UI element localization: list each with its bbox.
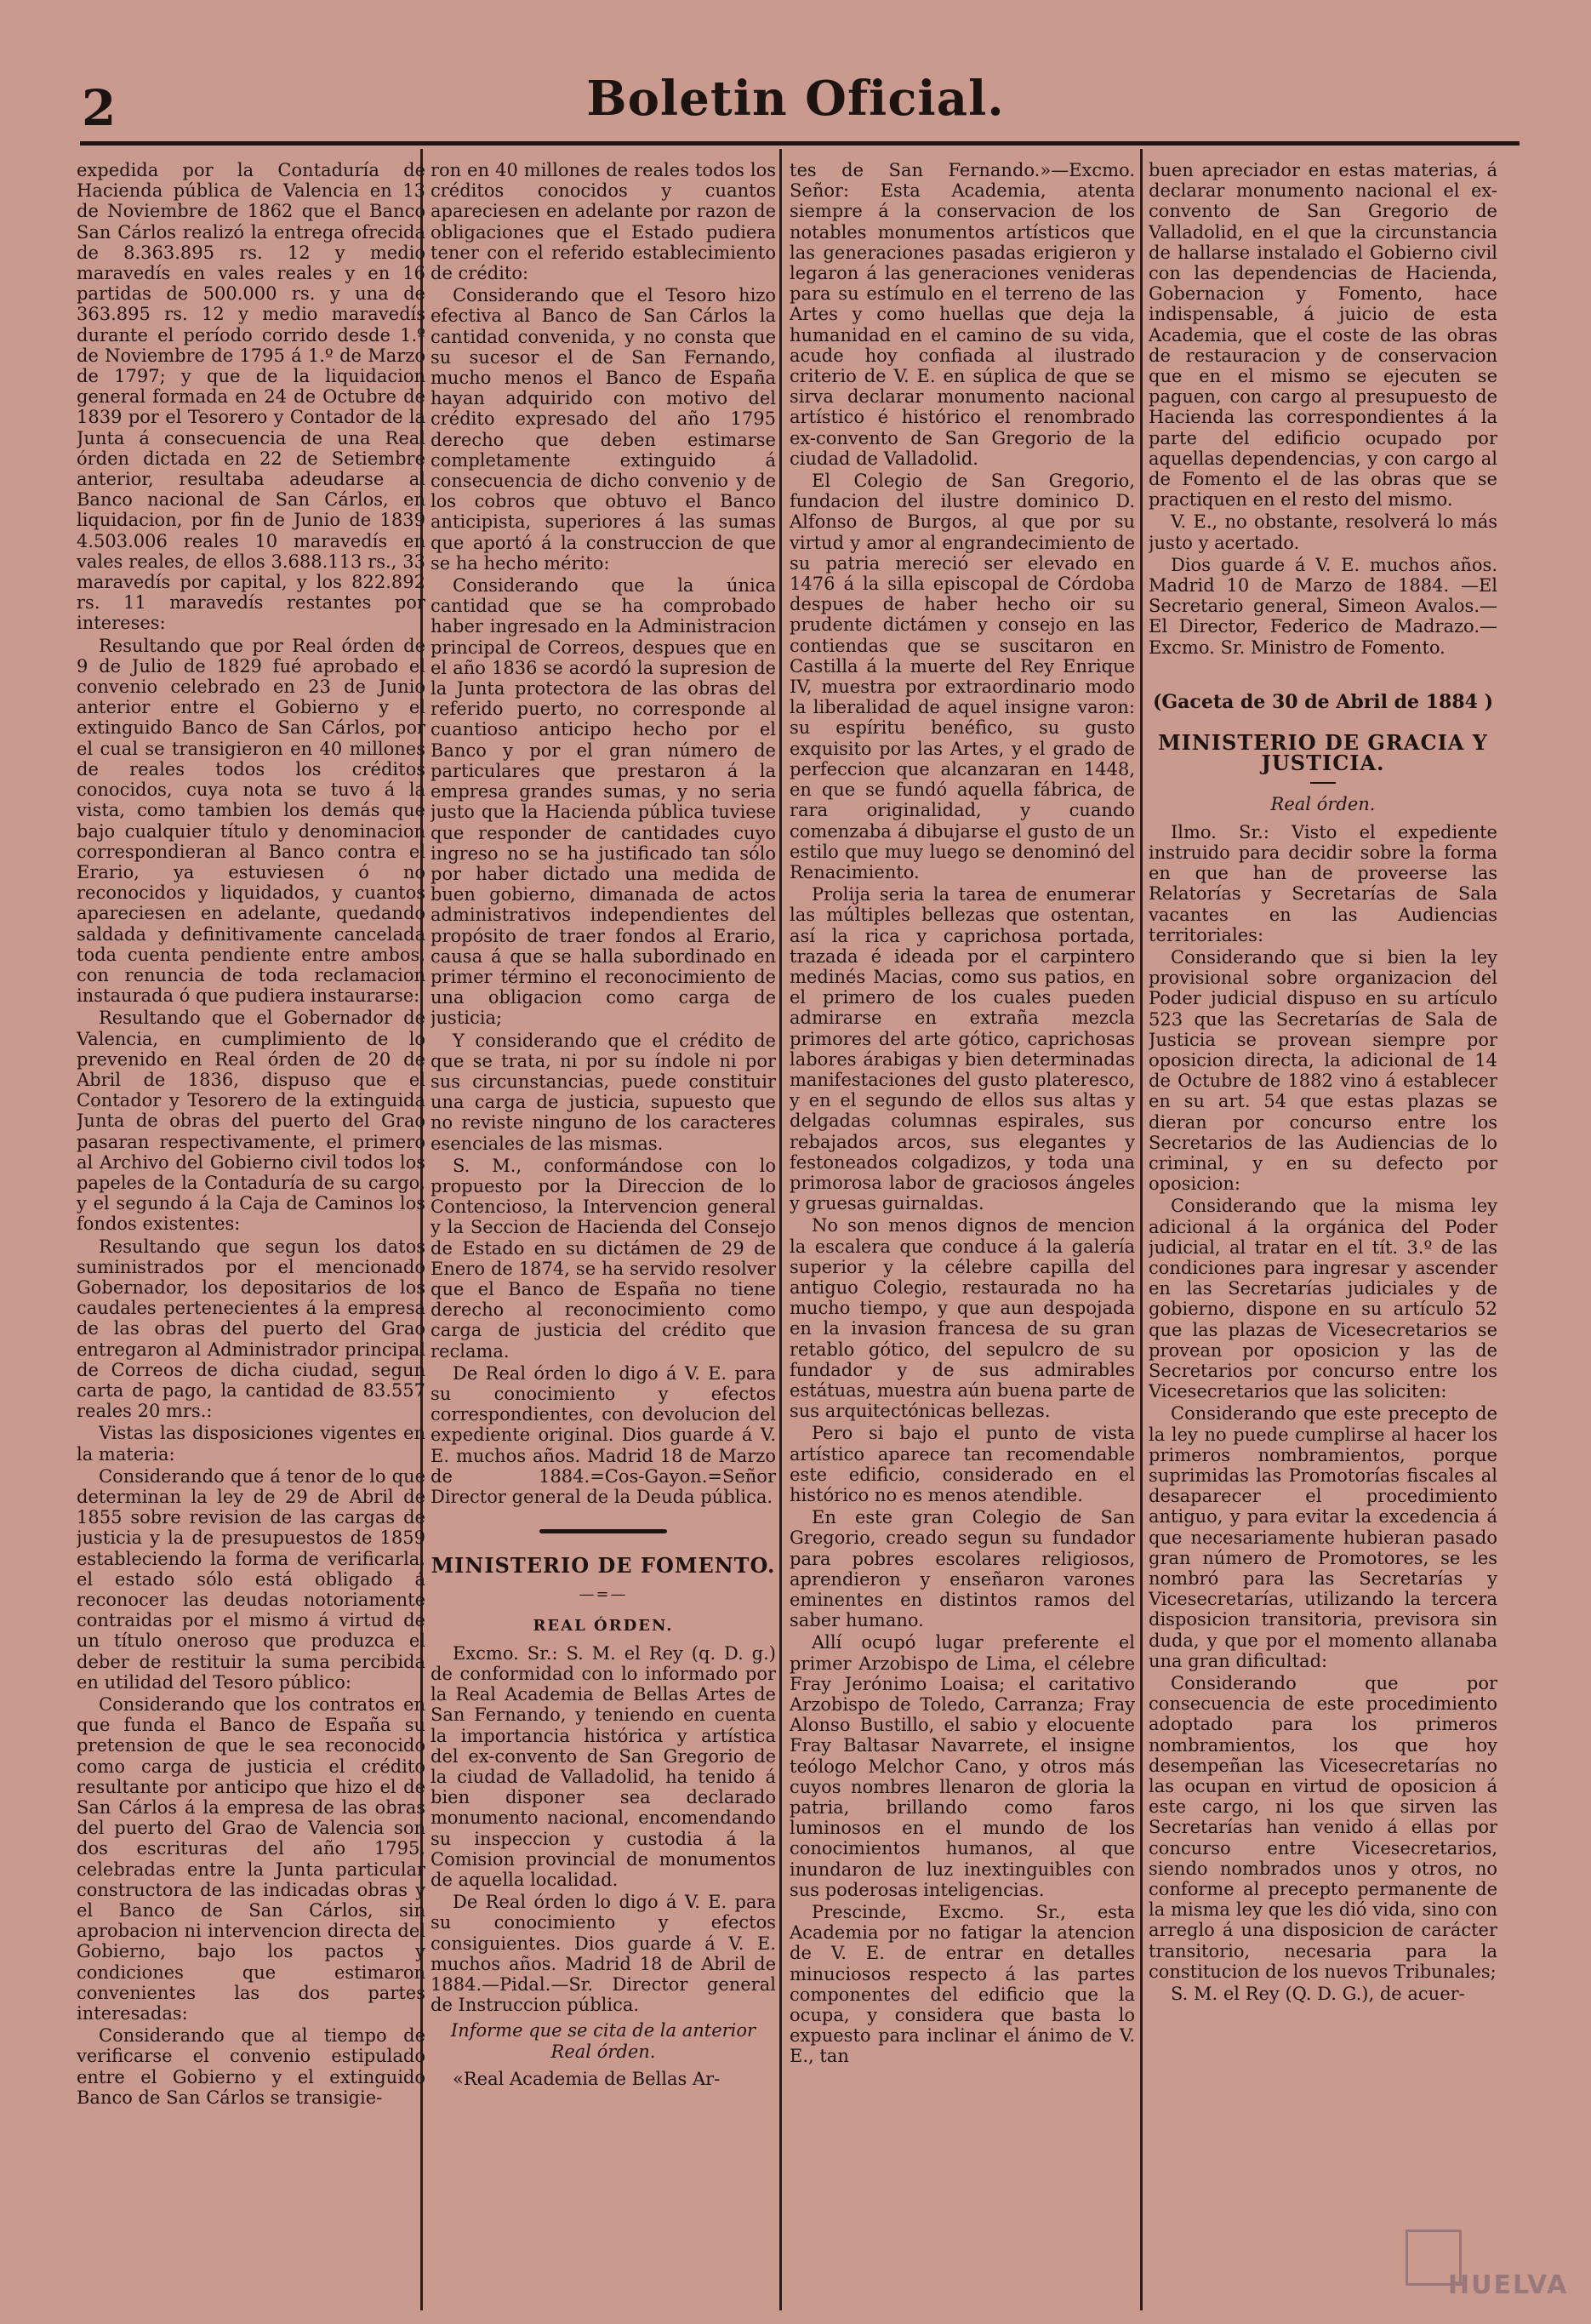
paragraph: Considerando que el Tesoro hizo efectiva al Banco de San Cárlos la cantidad convenida, y no consta que su sucesor el de San Fernando, mucho menos el Banco de España hayan adquirido con motivo del crédito expresado del año 1795 derecho que deben estimarse completamente extinguido á consecuencia de dicho convenio y de los cobros que obtuvo el Banco anticipista, superiores á las sumas que aportó á la construccion de que se ha hecho mérito: bbox=[431, 285, 776, 574]
paragraph: «Real Academia de Bellas Ar- bbox=[453, 2068, 721, 2089]
paragraph: tes de San Fernando.»—Excmo. Señor: Esta Academia, atenta siempre á la conservacion de los notables monumentos artísticos que las generaciones pasadas erigieron y legaron á las generaciones venideras para su estímulo en el terreno de las Artes y como huellas que deja la humanidad en el camino de su vida, acude hoy confiada al ilustrado criterio de V. E. en súplica de que se sirva declarar monumento nacional artístico é histórico el renombrado ex-convento de San Gregorio de la ciudad de Valladolid. bbox=[790, 160, 1135, 469]
paragraph: Excmo. Sr.: S. M. el Rey (q. D. g.) de conformidad con lo informado por la Real Academia de Bellas Artes de San Fernando, y teniendo en cuenta la importancia histórica y artística del ex-convento de San Gregorio de la ciudad de Valladolid, ha tenido á bien disponer sea declarado monumento nacional, encomendando su inspeccion y custodia á la Comision provincial de monumentos de aquella localidad. bbox=[431, 1642, 776, 1891]
paragraph: expedida por la Contaduría de Hacienda pública de Valencia en 13 de Noviembre de 1862 que el Banco San Cárlos realizó la entrega ofrecida de 8.363.895 rs. 12 y medio maravedís en vales reales y en 16 partidas de 500.000 rs. y una de 363.895 rs. 12 y medio maravedís durante el período corrido desde 1.º de Noviembre de 1795 á 1.º de Marzo de 1797; y que de la liquidacion general formada en 24 de Octubre de 1839 por el Tesorero y Contador de la Junta á consecuencia de una Real órden dictada en 22 de Setiembre anterior, resultaba adeudarse al Banco nacional de San Cárlos, en liquidacion, por fin de Junio de 1839 4.503.006 reales 10 maravedís en vales reales, de ellos 3.688.113 rs., 33 maravedís por capital, y los 822.892 rs. 11 maravedís restantes por intereses: bbox=[77, 160, 425, 634]
column-4 bbox=[1149, 160, 1497, 2296]
paragraph: S. M., conformándose con lo propuesto por la Direccion de lo Contencioso, la Intervencion general y la Seccion de Hacienda del Consejo de Estado en su dictámen de 29 de Enero de 1874, se ha servido resolver que el Banco de España no tiene derecho al reconocimiento como carga de justicia del crédito que reclama. bbox=[431, 1155, 776, 1362]
column-separator bbox=[1140, 149, 1143, 2310]
paragraph: Considerando que la misma ley adicional á la orgánica del Poder judicial, al tratar en el tít. 3.º de las condiciones para ingresar y ascender en las Secretarías judiciales y de gobierno, dispone en su artículo 52 que las plazas de Vicesecretarios se provean por oposicion y las de Secretarios por concurso entre los Vicesecretarios que las soliciten: bbox=[1149, 1196, 1497, 1402]
section-dash bbox=[1310, 782, 1336, 784]
paragraph: Considerando que los contratos en que funda el Banco de España su pretension de que le sea reconocido como carga de justicia el crédito resultante por anticipo que hizo el de San Cárlos á la empresa de las obras del puerto del Grao de Valencia son dos escrituras del año 1795, celebradas entre la Junta particular constructora de las indicadas obras y el Banco de San Cárlos, sin aprobacion ni intervencion directa del Gobierno, bajo los pactos y condiciones que estimaron convenientes las dos partes interesadas: bbox=[77, 1694, 425, 2024]
paragraph: En este gran Colegio de San Gregorio, creado segun su fundador para pobres escolares religiosos, aprendieron y enseñaron varones eminentes en distintos ramos del saber humano. bbox=[790, 1507, 1135, 1631]
page-number: 2 bbox=[82, 79, 117, 137]
informe-title: Informe que se cita de la anterior Real órden. bbox=[450, 2020, 756, 2062]
paragraph: Considerando que al tiempo de verificarse el convenio estipulado entre el Gobierno y el extinguido Banco de San Cárlos se transigie- bbox=[77, 2025, 425, 2108]
paragraph: Vistas las disposiciones vigentes en la materia: bbox=[77, 1423, 425, 1465]
column-1 bbox=[77, 160, 425, 2296]
paragraph: De Real órden lo digo á V. E. para su conocimiento y efectos correspondientes, con devolucion del expediente original. Dios guarde á V. E. muchos años. Madrid 18 de Marzo de 1884.=Cos-Gayon.=Señor Director general de la Deuda pública. bbox=[431, 1362, 776, 1507]
paragraph: De Real órden lo digo á V. E. para su conocimiento y efectos consiguientes. Dios guarde á V. E. muchos años. Madrid 18 de Abril de 1884.—Pidal.—Sr. Director general de Instruccion pública. bbox=[431, 1892, 776, 2016]
paragraph: Prolija seria la tarea de enumerar las múltiples bellezas que ostentan, así la rica y caprichosa portada, trazada é ideada por el carpintero medinés Macias, como sus patios, en el primero de los cuales pueden admirarse en extraña mezcla primores del arte gótico, caprichosas labores árabigas y bien determinadas manifestaciones del gusto plateresco, y en el segundo de ellos sus altas y delgadas columnas espirales, sus rebajados arcos, sus elegantes y festoneados colgadizos, y toda una primorosa labor de graciosos ángeles y gruesas guirnaldas. bbox=[790, 884, 1135, 1214]
stamp-text: HUELVA bbox=[1448, 2270, 1569, 2300]
library-stamp-watermark bbox=[1406, 2230, 1569, 2306]
column-separator bbox=[779, 149, 782, 2310]
paragraph: Considerando que si bien la ley provisional sobre organizacion del Poder judicial dispuso en su artículo 523 que las Secretarías de Sala de Justicia se provean siempre por oposicion directa, la adicional de 14 de Octubre de 1882 vino á establecer en su art. 54 que estas plazas se dieran por concurso entre los Secretarios de las Audiencias de lo criminal, y en su defecto por oposicion: bbox=[1149, 946, 1497, 1195]
paragraph: El Colegio de San Gregorio, fundacion del ilustre dominico D. Alfonso de Burgos, al que por su virtud y amor al engrandecimiento de su patria mereció ser elevado en 1476 á la silla episcopal de Córdoba despues de haber hecho oir su prudente dictámen y consejo en las contiendas que se suscitaron en Castilla á la muerte del Rey Enrique IV, muestra por extraordinario modo la liberalidad de aquel insigne varon: su espíritu benéfico, su gusto exquisito por las Artes, y el grado de perfeccion que alcanzaran en 1448, en que se fundó aquella fábrica, de rara originalidad, y cuando comenzaba á dibujarse el gusto de un estilo que muy luego se denominó del Renacimiento. bbox=[790, 471, 1135, 882]
section-heading-fomento: MINISTERIO DE FOMENTO. bbox=[431, 1553, 776, 1579]
gazette-date: (Gaceta de 30 de Abril de 1884 ) bbox=[1152, 690, 1494, 713]
column-2 bbox=[431, 160, 776, 2296]
section-subheading: Real órden. bbox=[1270, 794, 1376, 815]
ornament-mark: —=— bbox=[579, 1585, 628, 1604]
paragraph: Considerando que la única cantidad que se ha comprobado haber ingresado en la Administracion principal de Correos, despues que en el año 1836 se acordó la supresion de la Junta protectora de las obras del referido puerto, no corresponde al cuantioso anticipo hecho por el Banco y por el gran número de particulares que prestaron á la empresa grandes sumas, y no seria justo que la Hacienda pública tuviese que responder de cantidades cuyo ingreso no se ha justificado tan sólo por haber dictado una medida de buen gobierno, dimanada de actos administrativos independientes del propósito de traer fondos al Erario, causa á que se halla subordinado en primer término el reconocimiento de una obligacion como carga de justicia; bbox=[431, 575, 776, 1029]
paragraph: V. E., no obstante, resolverá lo más justo y acertado. bbox=[1149, 511, 1497, 553]
paragraph: Prescinde, Excmo. Sr., esta Academia por no fatigar la atencion de V. E. de entrar en detalles minuciosos respecto á las partes componentes del edificio que la ocupa, y considera que basta lo expuesto para inclinar el ánimo de V. E., tan bbox=[790, 1902, 1135, 2067]
paragraph: Resultando que segun los datos suministrados por el mencionado Gobernador, los depositarios de los caudales pertenecientes á la empresa de las obras del puerto del Grao entregaron al Administrador principal de Correos de dicha ciudad, segun carta de pago, la cantidad de 83.557 reales 20 mrs.: bbox=[77, 1236, 425, 1422]
section-subheading: REAL ÓRDEN. bbox=[533, 1616, 674, 1635]
paragraph: Considerando que á tenor de lo que determinan la ley de 29 de Abril de 1855 sobre revision de las cargas de justicia y la de presupuestos de 1859 estableciendo la forma de verificarla, el estado sólo está obligado á reconocer las deudas notoriamente contraidas por el mismo á virtud de un título oneroso que produzca el deber de restituir la suma percibida en utilidad del Tesoro público: bbox=[77, 1465, 425, 1693]
masthead-rule bbox=[80, 141, 1520, 146]
paragraph: Ilmo. Sr.: Visto el expediente instruido para decidir sobre la forma en que han de proveerse las Relatorías y Secretarías de Sala vacantes en las Audiencias territoriales: bbox=[1149, 821, 1497, 945]
paragraph: buen apreciador en estas materias, á declarar monumento nacional el ex-convento de San Gregorio de Valladolid, en el que la circunstancia de hallarse instalado el Gobierno civil con las dependencias de Hacienda, Gobernacion y Fomento, hace indispensable, á juicio de esta Academia, que el coste de las obras de restauracion y de conservacion que en el mismo se ejecuten se paguen, con cargo al presupuesto de Hacienda las correspondientes á la parte del edificio ocupado por aquellas dependencias, y con cargo al de Fomento el de las obras que se practiquen en el resto del mismo. bbox=[1149, 160, 1497, 511]
paragraph: No son menos dignos de mencion la escalera que conduce á la galería superior y la célebre capilla del antiguo Colegio, restaurada no ha mucho tiempo, y que aun despojada en la invasion francesa de su gran retablo gótico, del sepulcro de su fundador y de sus admirables estátuas, muestra aún buena parte de sus arquitectónicas bellezas. bbox=[790, 1215, 1135, 1422]
paragraph: Resultando que por Real órden de 9 de Julio de 1829 fué aprobado el convenio celebrado en 23 de Junio anterior entre el Gobierno y el extinguido Banco de San Cárlos, por el cual se transigieron en 40 millones de reales todos los créditos conocidos, cuya nota se tuvo á la vista, como tambien los demás que bajo cualquier título y denominacion correspondieran al Banco contra el Erario, ya estuviesen ó no reconocidos y liquidados, y cuantos apareciesen en adelante, quedando saldada y definitivamente cancelada toda cuenta pendiente entre ambos, con renuncia de toda reclamacion instaurada ó que pudiera instaurarse: bbox=[77, 635, 425, 1007]
paragraph: Considerando que por consecuencia de este procedimiento adoptado para los primeros nombramientos, los que hoy desempeñan las Vicesecretarías no las ocupan en virtud de oposicion á este cargo, ni los que sirven las Secretarías han venido á ellas por concurso entre Vicesecretarios, siendo nombrados unos y otros, no conforme al precepto permanente de la misma ley que les dió vida, sino con arreglo á una disposicion de carácter transitorio, necesaria para la constitucion de los nuevos Tribunales; bbox=[1149, 1673, 1497, 1982]
paragraph: ron en 40 millones de reales todos los créditos conocidos y cuantos apareciesen en adelante por razon de obligaciones que el Estado pudiera tener con el referido establecimiento de crédito: bbox=[431, 160, 776, 284]
paragraph: Y considerando que el crédito de que se trata, ni por su índole ni por sus circunstancias, puede constituir una carga de justicia, supuesto que no reviste ninguno de los caracteres esenciales de las mismas. bbox=[431, 1030, 776, 1154]
section-heading-gracia-justicia: MINISTERIO DE GRACIA Y JUSTICIA. bbox=[1158, 730, 1488, 776]
paragraph: Dios guarde á V. E. muchos años. Madrid 10 de Marzo de 1884. —El Secretario general, Simeon Avalos.—El Director, Federico de Madrazo.—Excmo. Sr. Ministro de Fomento. bbox=[1149, 554, 1497, 658]
masthead-title: Boletin Oficial. bbox=[586, 71, 1005, 127]
section-divider bbox=[539, 1529, 667, 1533]
paragraph: Considerando que este precepto de la ley no puede cumplirse al hacer los primeros nombramientos, porque suprimidas las Promotorías fiscales al desaparecer el procedimiento antiguo, y para evitar la excedencia á que necesariamente hubieran pasado gran número de Promotores, se les nombró para las Secretarías y Vicesecretarías, utilizando la tercera disposicion transitoria, previsora sin duda, y que por el momento allanaba una gran dificultad: bbox=[1149, 1403, 1497, 1671]
paragraph: Allí ocupó lugar preferente el primer Arzobispo de Lima, el célebre Fray Jerónimo Loaisa; el caritativo Arzobispo de Toledo, Carranza; Fray Alonso Bustillo, el sabio y elocuente Fray Baltasar Navarrete, el insigne teólogo Melchor Cano, y otros más cuyos nombres llenaron de gloria la patria, brillando como faros luminosos en el mundo de los conocimientos humanos, al que inundaron de luz inextinguibles con sus poderosas inteligencias. bbox=[790, 1632, 1135, 1900]
paragraph: Resultando que el Gobernador de Valencia, en cumplimiento de lo prevenido en Real órden de 20 de Abril de 1836, dispuso que el Contador y Tesorero de la extinguida Junta de obras del puerto del Grao pasaran respectivamente, el primero al Archivo del Gobierno civil todos los papeles de la Contaduría de su cargo, y el segundo á la Caja de Caminos los fondos existentes: bbox=[77, 1008, 425, 1235]
paragraph: S. M. el Rey (Q. D. G.), de acuer- bbox=[1171, 1984, 1465, 2005]
paragraph: Pero si bajo el punto de vista artístico aparece tan recomendable este edificio, considerado en el histórico no es menos atendible. bbox=[790, 1423, 1135, 1505]
column-3 bbox=[790, 160, 1135, 2296]
